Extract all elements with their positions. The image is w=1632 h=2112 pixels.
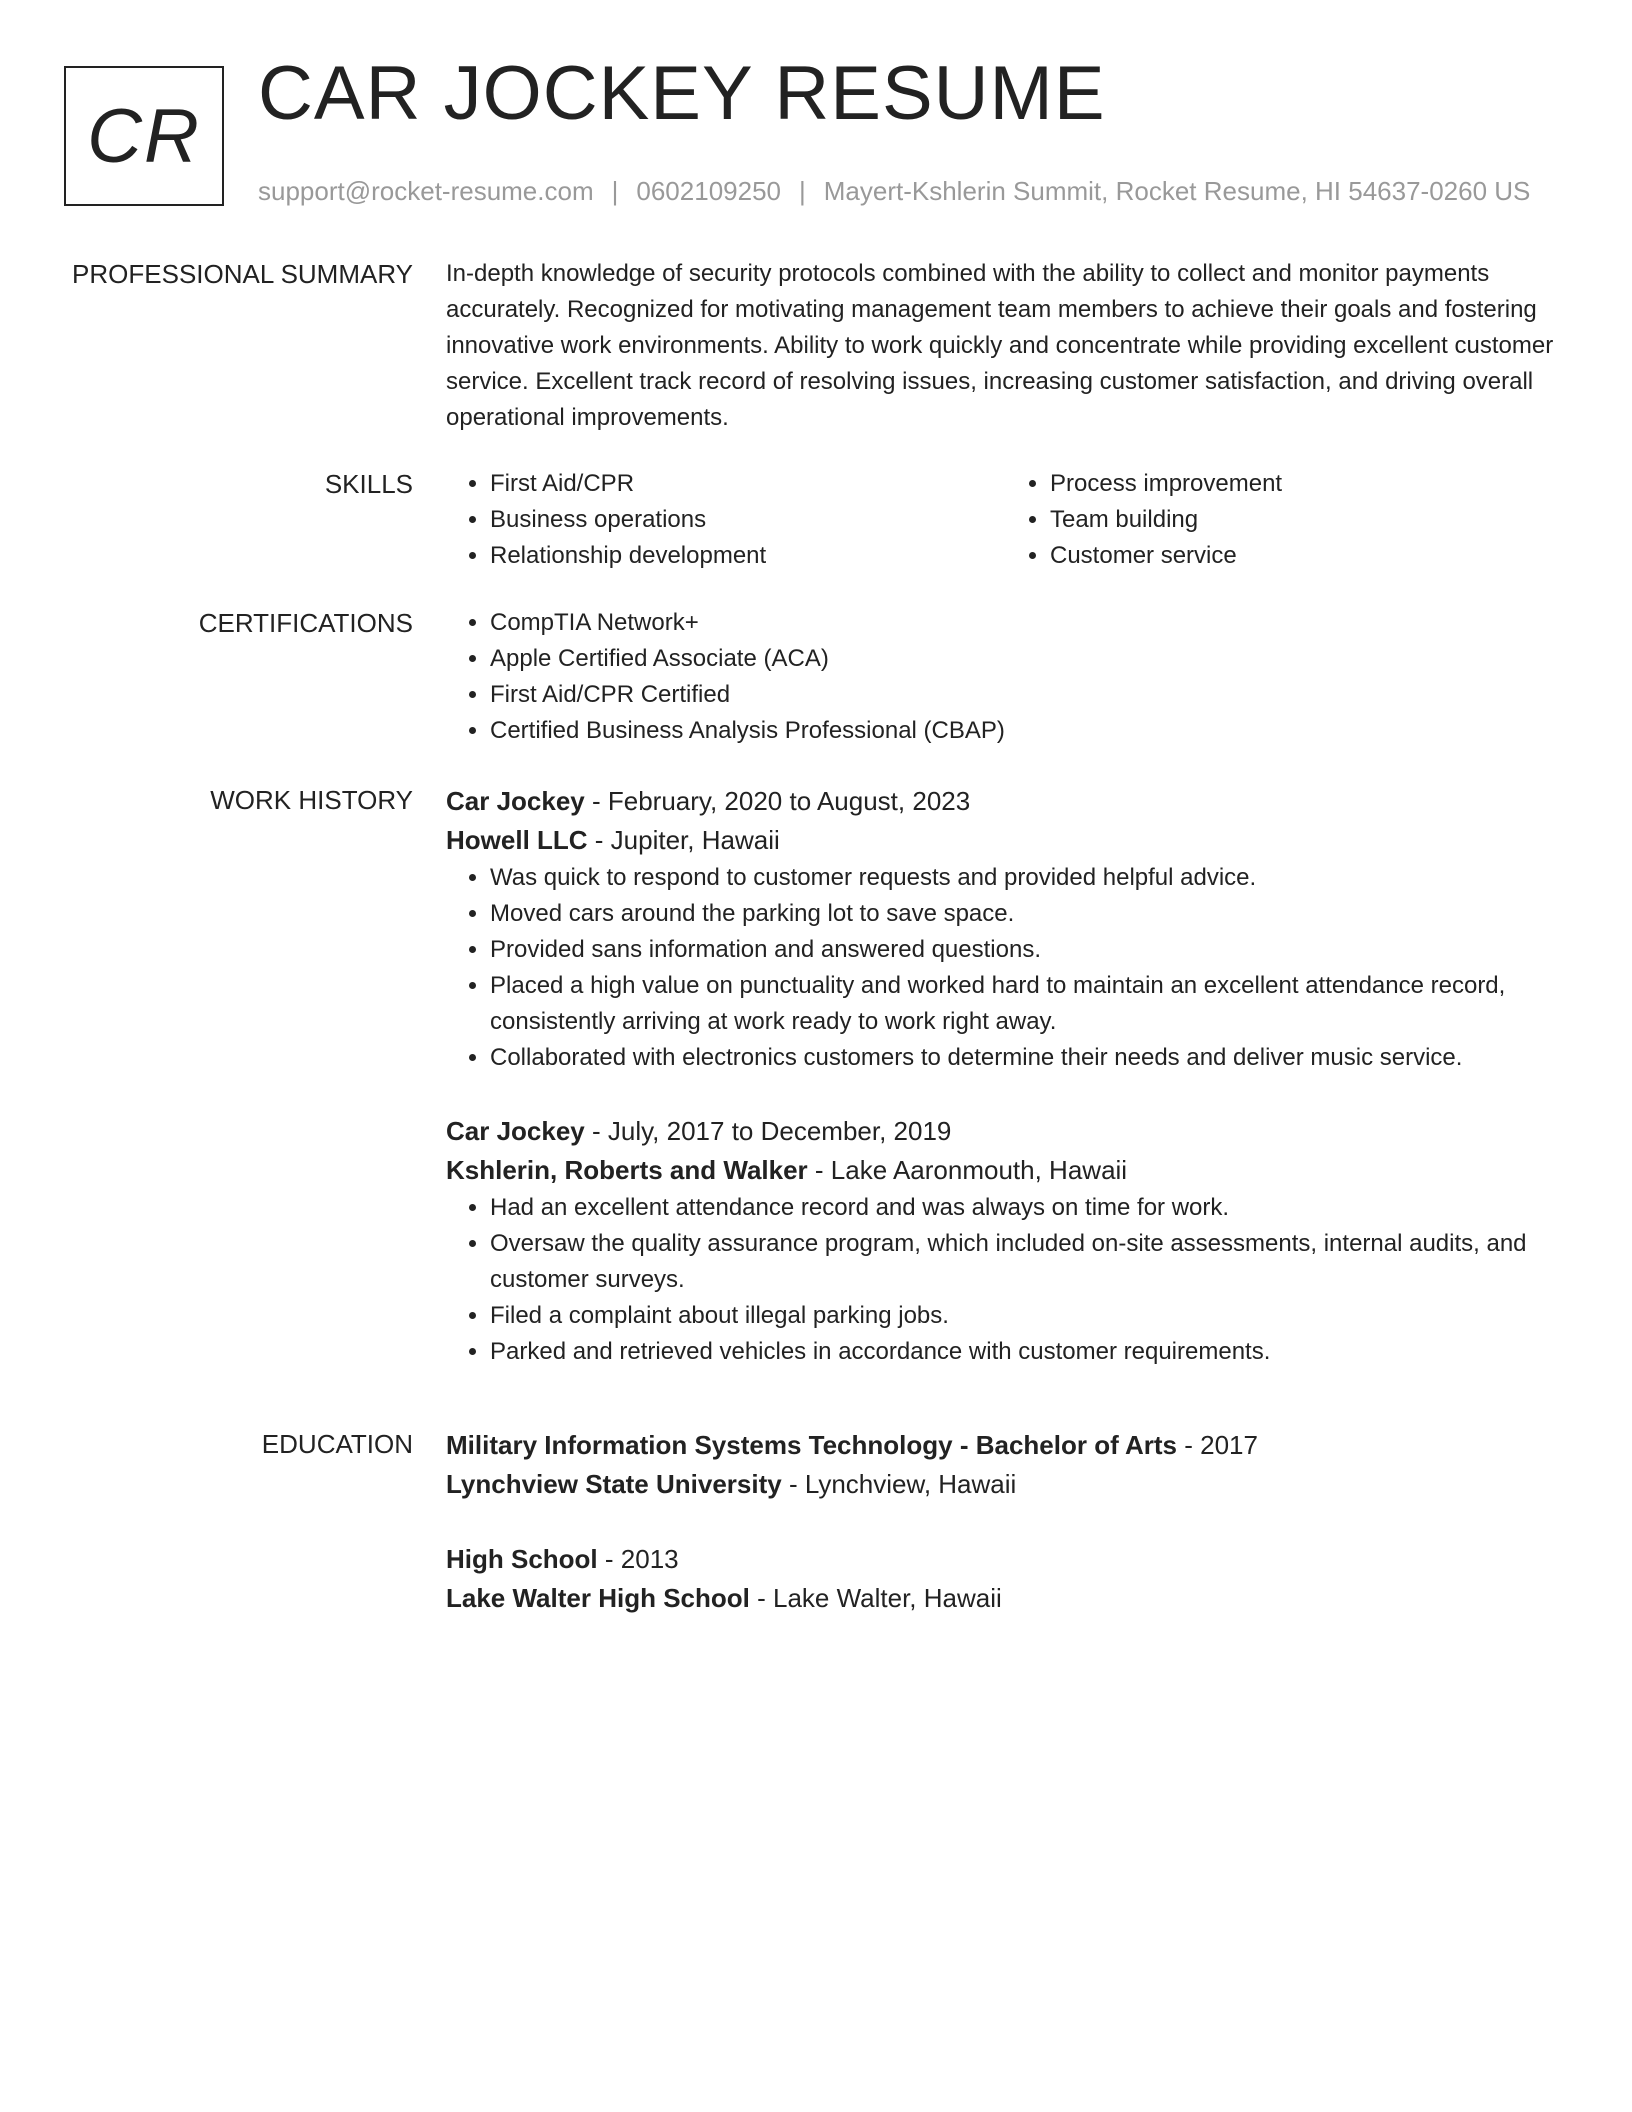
- monogram-box: [64, 66, 224, 206]
- skills-list-left: [446, 466, 1006, 574]
- education-body: [446, 1426, 1566, 1654]
- job-location: - Jupiter, Hawaii: [587, 825, 780, 855]
- degree: Military Information Systems Technology - Bachelor of Arts: [446, 1430, 1178, 1460]
- summary-text: In-depth knowledge of security protocols combined with the ability to collect and monitor payments accurately. Recognized for motivating management team members to achieve their goals and fostering innovative work environments. Ability to work quickly and concentrate while providing excellent customer service. Excellent track record of resolving issues, increasing customer satisfaction, and driving overall operational improvements.: [446, 260, 1554, 431]
- job-company: Kshlerin, Roberts and Walker: [446, 1155, 808, 1185]
- contact-email: support@rocket-resume.com: [258, 176, 594, 206]
- job-duty: • Was quick to respond to customer requests and provided helpful advice.: [490, 860, 1566, 896]
- school-line: [446, 1464, 1566, 1504]
- section-label-certifications: CERTIFICATIONS: [198, 608, 413, 638]
- skill-item: • Team building: [1050, 502, 1566, 538]
- skill-item: • Process improvement: [1050, 466, 1566, 502]
- job-duties-list: [446, 1190, 1566, 1370]
- skill-item: • Business operations: [490, 502, 1006, 538]
- job-title: Car Jockey: [446, 786, 585, 816]
- job-duty: • Provided sans information and answered questions.: [490, 932, 1566, 968]
- skills-body: [446, 466, 1566, 574]
- contact-line: [258, 176, 1530, 207]
- section-label-education: EDUCATION: [261, 1429, 413, 1459]
- certification-item: • First Aid/CPR Certified: [490, 677, 1566, 713]
- job-title-line: [446, 1112, 1566, 1150]
- skill-item: • First Aid/CPR: [490, 466, 1006, 502]
- contact-address: Mayert-Kshlerin Summit, Rocket Resume, HI 54637-0260 US: [823, 176, 1531, 206]
- skill-item: • Customer service: [1050, 538, 1566, 574]
- contact-separator: |: [611, 176, 619, 206]
- degree-line: [446, 1540, 1566, 1578]
- contact-separator: |: [799, 176, 806, 206]
- job-duty: • Had an excellent attendance record and was always on time for work.: [490, 1190, 1566, 1226]
- school-line: [446, 1578, 1566, 1618]
- job-duties-list: [446, 860, 1566, 1076]
- job-entry: [446, 1112, 1566, 1370]
- certifications-list: [446, 605, 1566, 749]
- monogram-initials: CR: [87, 93, 201, 179]
- job-duty: • Moved cars around the parking lot to save space.: [490, 896, 1566, 932]
- education-entry: [446, 1426, 1566, 1504]
- school: Lynchview State University: [446, 1469, 782, 1499]
- job-company: Howell LLC: [446, 825, 588, 855]
- job-entry: [446, 782, 1566, 1076]
- section-label-summary: PROFESSIONAL SUMMARY: [72, 259, 413, 289]
- degree-line: [446, 1426, 1566, 1464]
- job-duty: • Placed a high value on punctuality and worked hard to maintain an excellent attendance record, consistently arriving at work ready to work right away.: [490, 968, 1566, 1040]
- certification-item: • CompTIA Network+: [490, 605, 1566, 641]
- contact-phone: 0602109250: [636, 176, 781, 206]
- job-company-line: [446, 820, 1566, 860]
- school-location: - Lake Walter, Hawaii: [749, 1583, 1002, 1613]
- job-dates: - July, 2017 to December, 2019: [584, 1116, 952, 1146]
- graduation-year: - 2013: [597, 1544, 679, 1574]
- certifications-body: [446, 605, 1566, 749]
- section-label-skills: SKILLS: [324, 469, 413, 499]
- job-location: - Lake Aaronmouth, Hawaii: [807, 1155, 1128, 1185]
- skills-list-right: [1006, 466, 1566, 574]
- education-entry: [446, 1540, 1566, 1618]
- job-duty: • Collaborated with electronics customers to determine their needs and deliver music service.: [490, 1040, 1566, 1076]
- school: Lake Walter High School: [446, 1583, 750, 1613]
- job-dates: - February, 2020 to August, 2023: [584, 786, 971, 816]
- job-duty: • Parked and retrieved vehicles in accordance with customer requirements.: [490, 1334, 1566, 1370]
- work-history-body: [446, 782, 1566, 1406]
- graduation-year: - 2017: [1177, 1430, 1258, 1460]
- degree: High School: [446, 1544, 598, 1574]
- certification-item: • Apple Certified Associate (ACA): [490, 641, 1566, 677]
- job-company-line: [446, 1150, 1566, 1190]
- school-location: - Lynchview, Hawaii: [781, 1469, 1017, 1499]
- job-title: Car Jockey: [446, 1116, 585, 1146]
- section-label-work-history: WORK HISTORY: [210, 785, 413, 815]
- resume-title: CAR JOCKEY RESUME: [258, 51, 1106, 136]
- job-duty: • Oversaw the quality assurance program, which included on-site assessments, internal audits, and customer surveys.: [490, 1226, 1566, 1298]
- certification-item: • Certified Business Analysis Professional (CBAP): [490, 713, 1566, 749]
- job-title-line: [446, 782, 1566, 820]
- skill-item: • Relationship development: [490, 538, 1006, 574]
- job-duty: • Filed a complaint about illegal parking jobs.: [490, 1298, 1566, 1334]
